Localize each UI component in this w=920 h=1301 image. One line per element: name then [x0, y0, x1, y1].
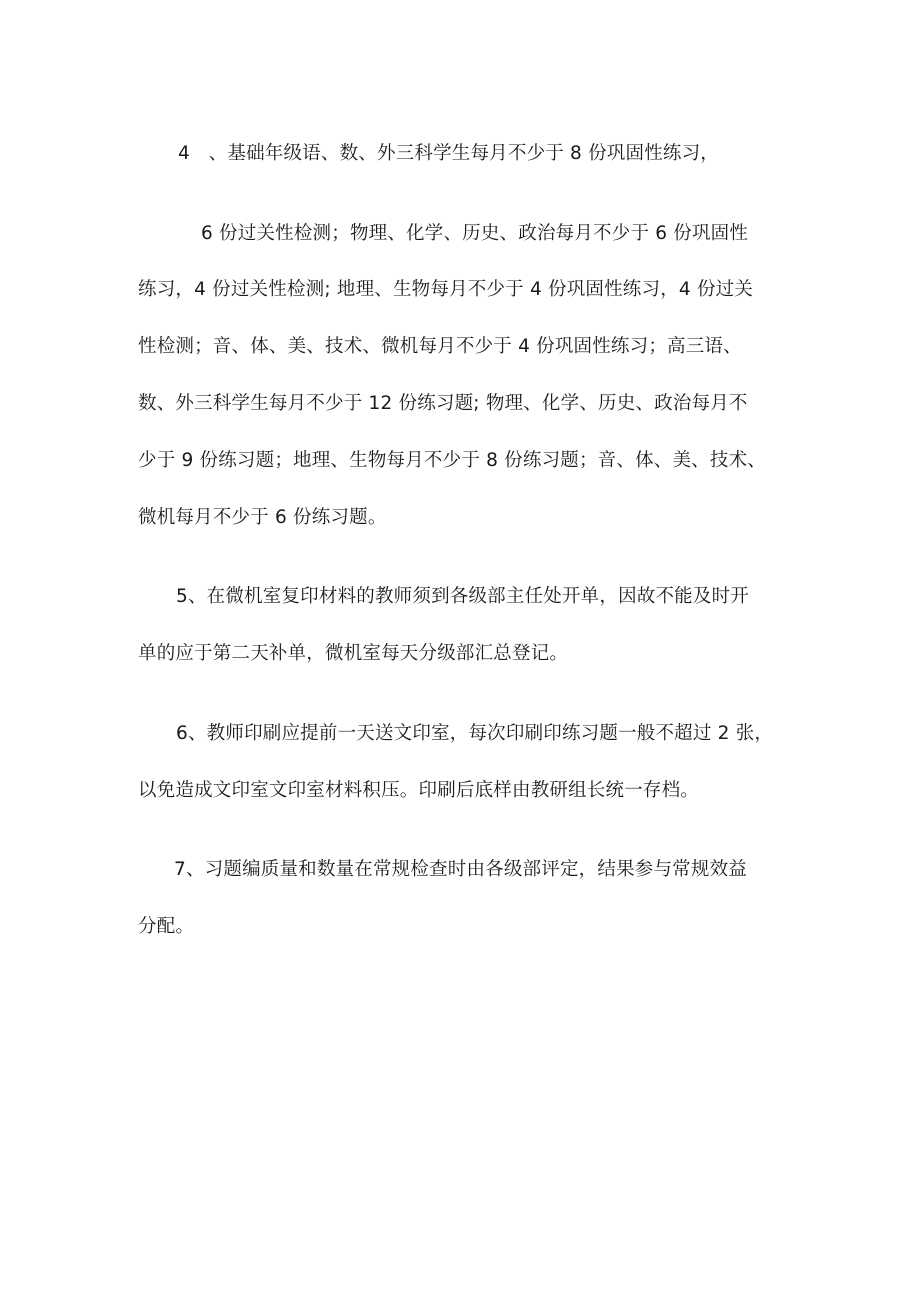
item4-line4: 性检测；音、体、美、技术、微机每月不少于 4 份巩固性练习；高三语、	[138, 336, 742, 357]
item4-line7: 微机每月不少于 6 份练习题。	[138, 507, 387, 528]
item4-line6: 少于 9 份练习题；地理、生物每月不少于 8 份练习题；音、体、美、技术、	[138, 450, 766, 471]
item4-line3: 练习，4 份过关性检测; 地理、生物每月不少于 4 份巩固性练习，4 份过关	[138, 279, 754, 300]
item4-line2: 6 份过关性检测；物理、化学、历史、政治每月不少于 6 份巩固性	[201, 223, 749, 244]
item5-line2: 单的应于第二天补单，微机室每天分级部汇总登记。	[138, 643, 569, 664]
item5-line1: 5、在微机室复印材料的教师须到各级部主任处开单，因故不能及时开	[176, 586, 749, 607]
item4-line1: 4 、基础年级语、数、外三科学生每月不少于 8 份巩固性练习，	[178, 143, 720, 164]
item4-line5: 数、外三科学生每月不少于 12 份练习题; 物理、化学、历史、政治每月不	[138, 393, 748, 414]
item7-line1: 7、习题编质量和数量在常规检查时由各级部评定，结果参与常规效益	[174, 859, 747, 880]
item6-line1: 6、教师印刷应提前一天送文印室，每次印刷印练习题一般不超过 2 张，	[176, 723, 774, 744]
item7-line2: 分配。	[138, 916, 195, 937]
item6-line2: 以免造成文印室文印室材料积压。印刷后底样由教研组长统一存档。	[138, 780, 700, 801]
